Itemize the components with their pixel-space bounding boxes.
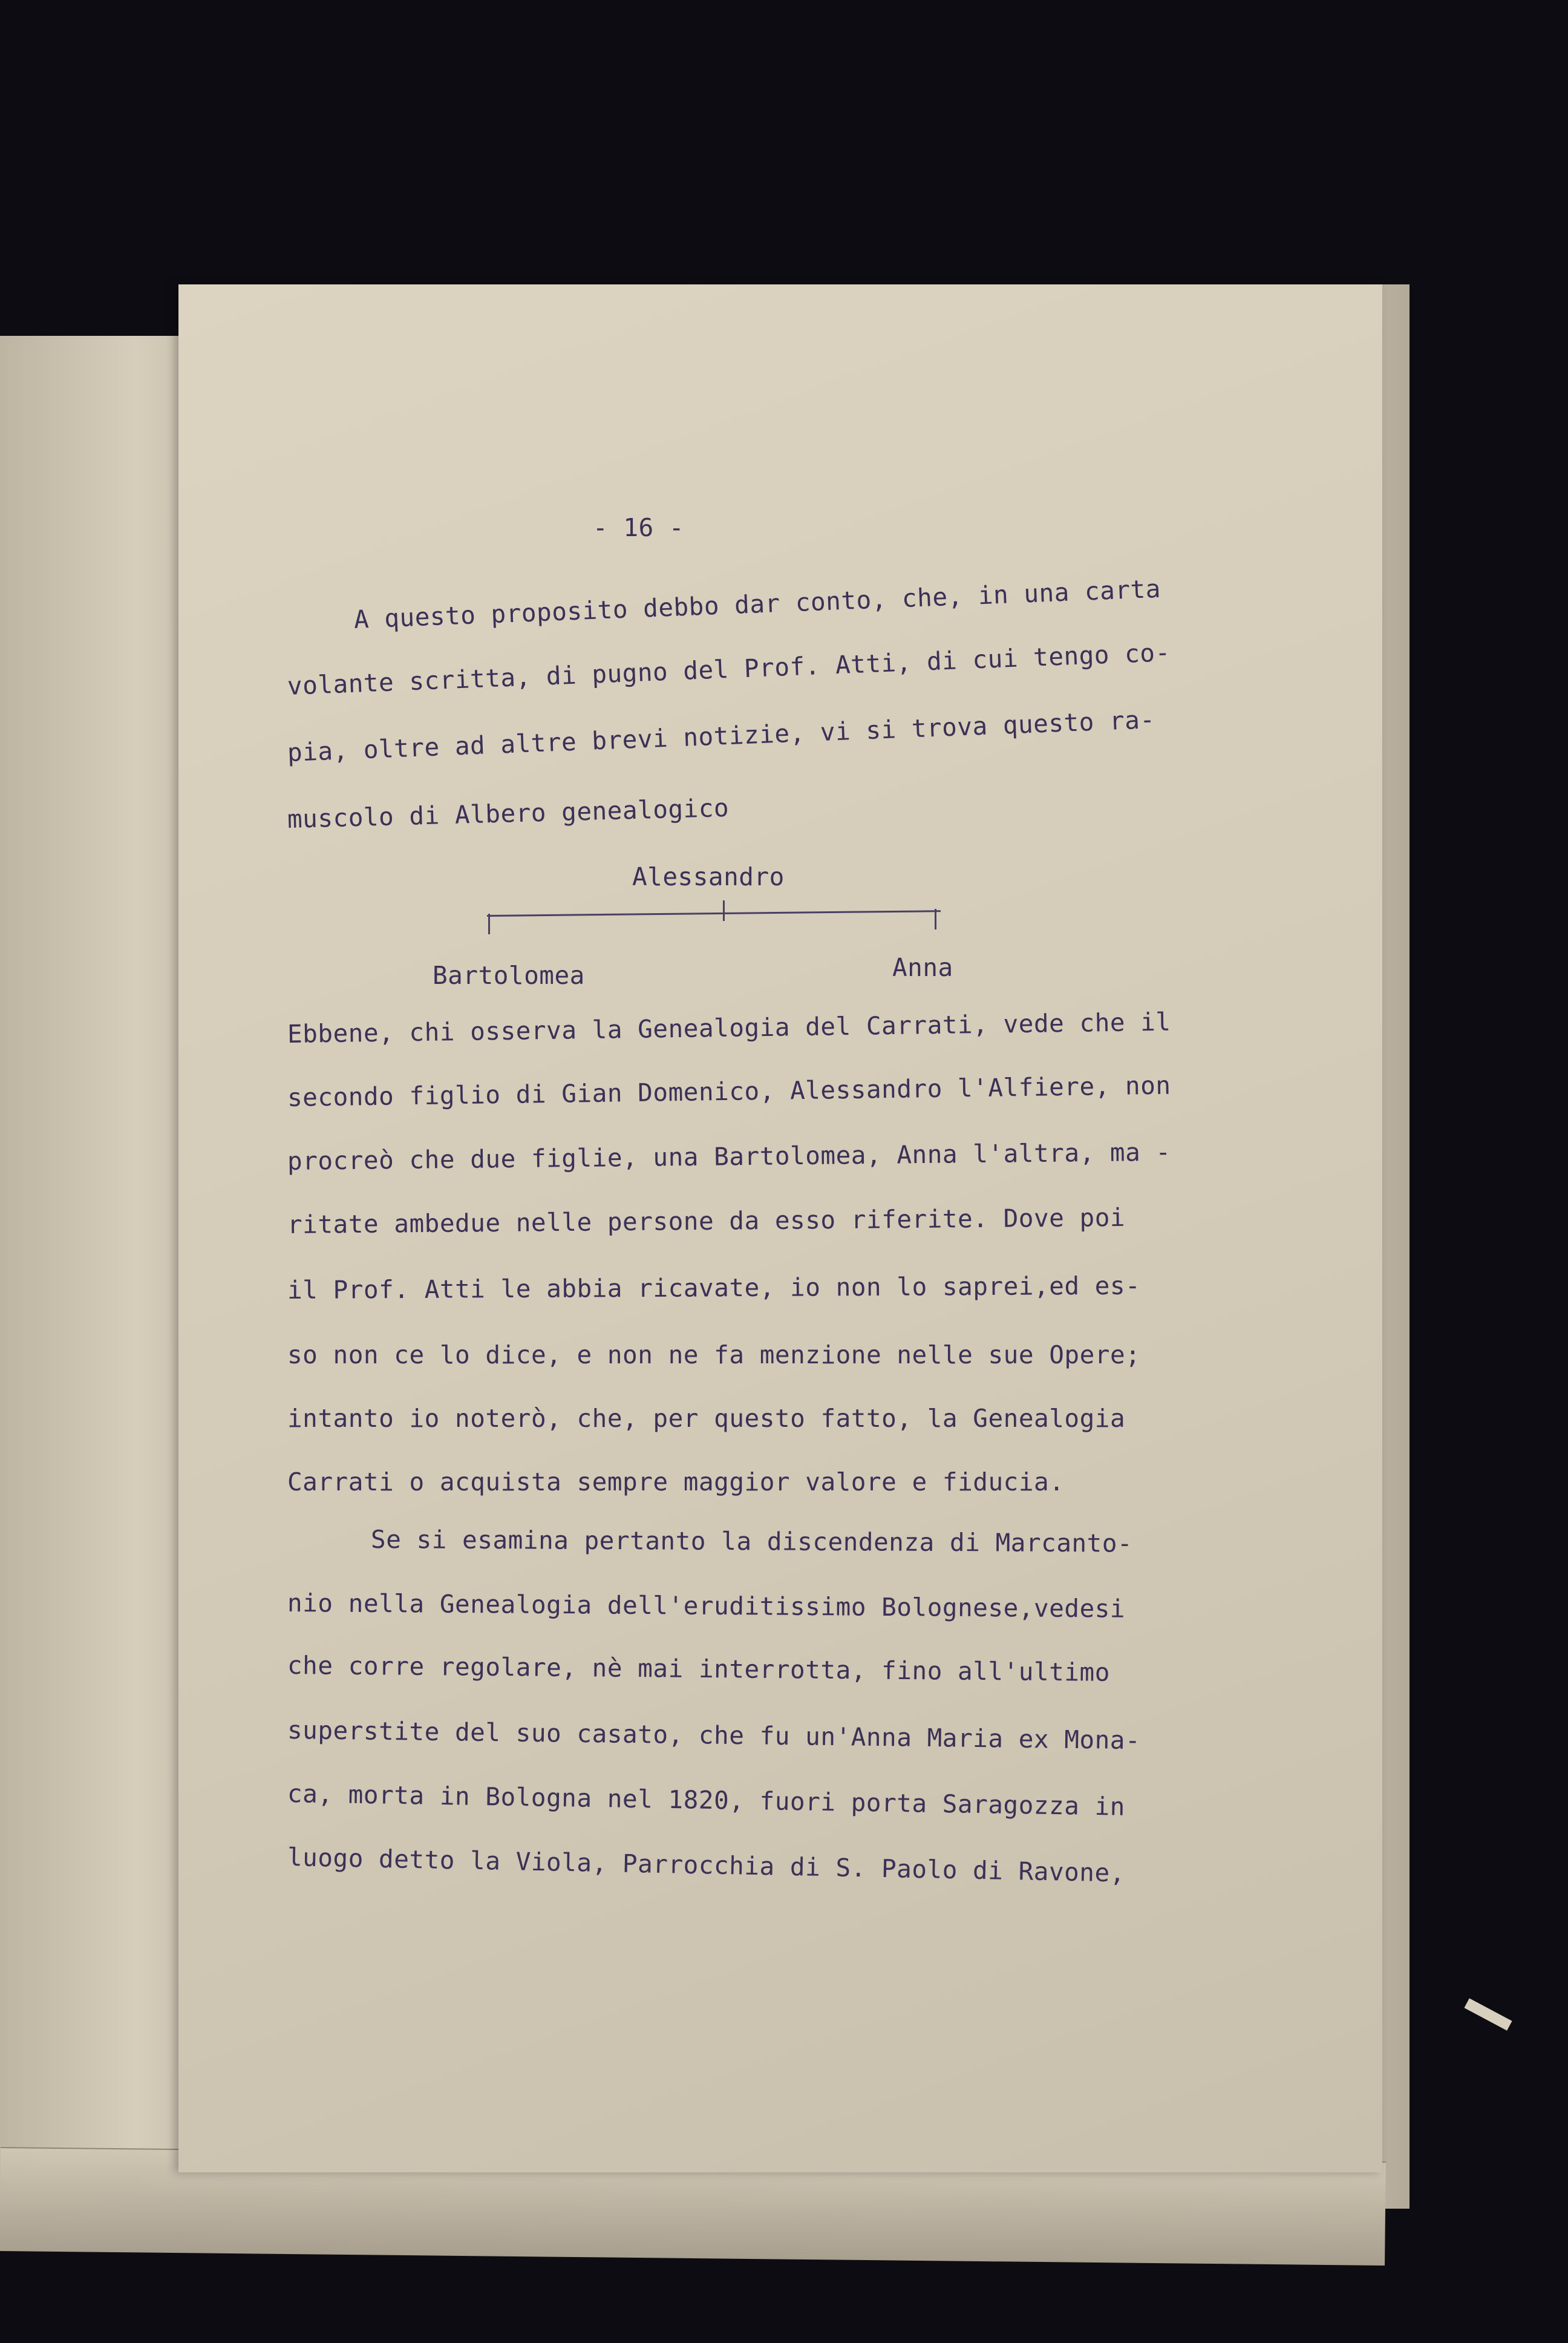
text-line: pia, oltre ad altre brevi notizie, vi si trova questo ra- <box>287 704 1156 767</box>
tree-tick-parent <box>723 900 725 921</box>
text-line: superstite del suo casato, che fu un'Anna Maria ex Mona- <box>287 1715 1141 1755</box>
tree-tick-right <box>935 909 936 929</box>
text-line: procreò che due figlie, una Bartolomea, Anna l'altra, ma - <box>287 1137 1171 1176</box>
text-line: luogo detto la Viola, Parrocchia di S. Paolo di Ravone, <box>287 1843 1126 1888</box>
text-line: A questo proposito debbo dar conto, che, in una carta <box>353 574 1161 634</box>
text-line: che corre regolare, nè mai interrotta, fino all'ultimo <box>287 1651 1111 1687</box>
tree-parent: Alessandro <box>632 862 785 891</box>
tree-tick-left <box>488 914 490 934</box>
text-line: intanto io noterò, che, per questo fatto, la Genealogia <box>287 1404 1126 1433</box>
text-line: secondo figlio di Gian Domenico, Alessandro l'Alfiere, non <box>287 1070 1171 1112</box>
text-line: Se si esamina pertanto la discendenza di Marcanto- <box>370 1525 1133 1558</box>
document-page <box>178 284 1382 2172</box>
text-line: ritate ambedue nelle persone da esso riferite. Dove poi <box>287 1202 1126 1239</box>
paper-flake <box>1464 1998 1512 2030</box>
text-line: Carrati o acquista sempre maggior valore e fiducia. <box>287 1467 1065 1496</box>
page-number: - 16 - <box>593 513 685 542</box>
tree-branch-line <box>487 910 941 917</box>
text-line: so non ce lo dice, e non ne fa menzione nelle sue Opere; <box>287 1340 1141 1369</box>
text-line: nio nella Genealogia dell'eruditissimo Bolognese,vedesi <box>287 1588 1126 1624</box>
tree-child-left: Bartolomea <box>433 961 585 990</box>
left-page-fold <box>0 336 194 2212</box>
tree-child-right: Anna <box>892 953 953 982</box>
text-line: Ebbene, chi osserva la Genealogia del Carrati, vede che il <box>287 1007 1171 1049</box>
text-line: volante scritta, di pugno del Prof. Atti, di cui tengo co- <box>287 637 1171 701</box>
text-line: muscolo di Albero genealogico <box>287 793 730 834</box>
text-line: il Prof. Atti le abbia ricavate, io non lo saprei,ed es- <box>287 1271 1141 1305</box>
text-line: ca, morta in Bologna nel 1820, fuori porta Saragozza in <box>287 1779 1126 1821</box>
